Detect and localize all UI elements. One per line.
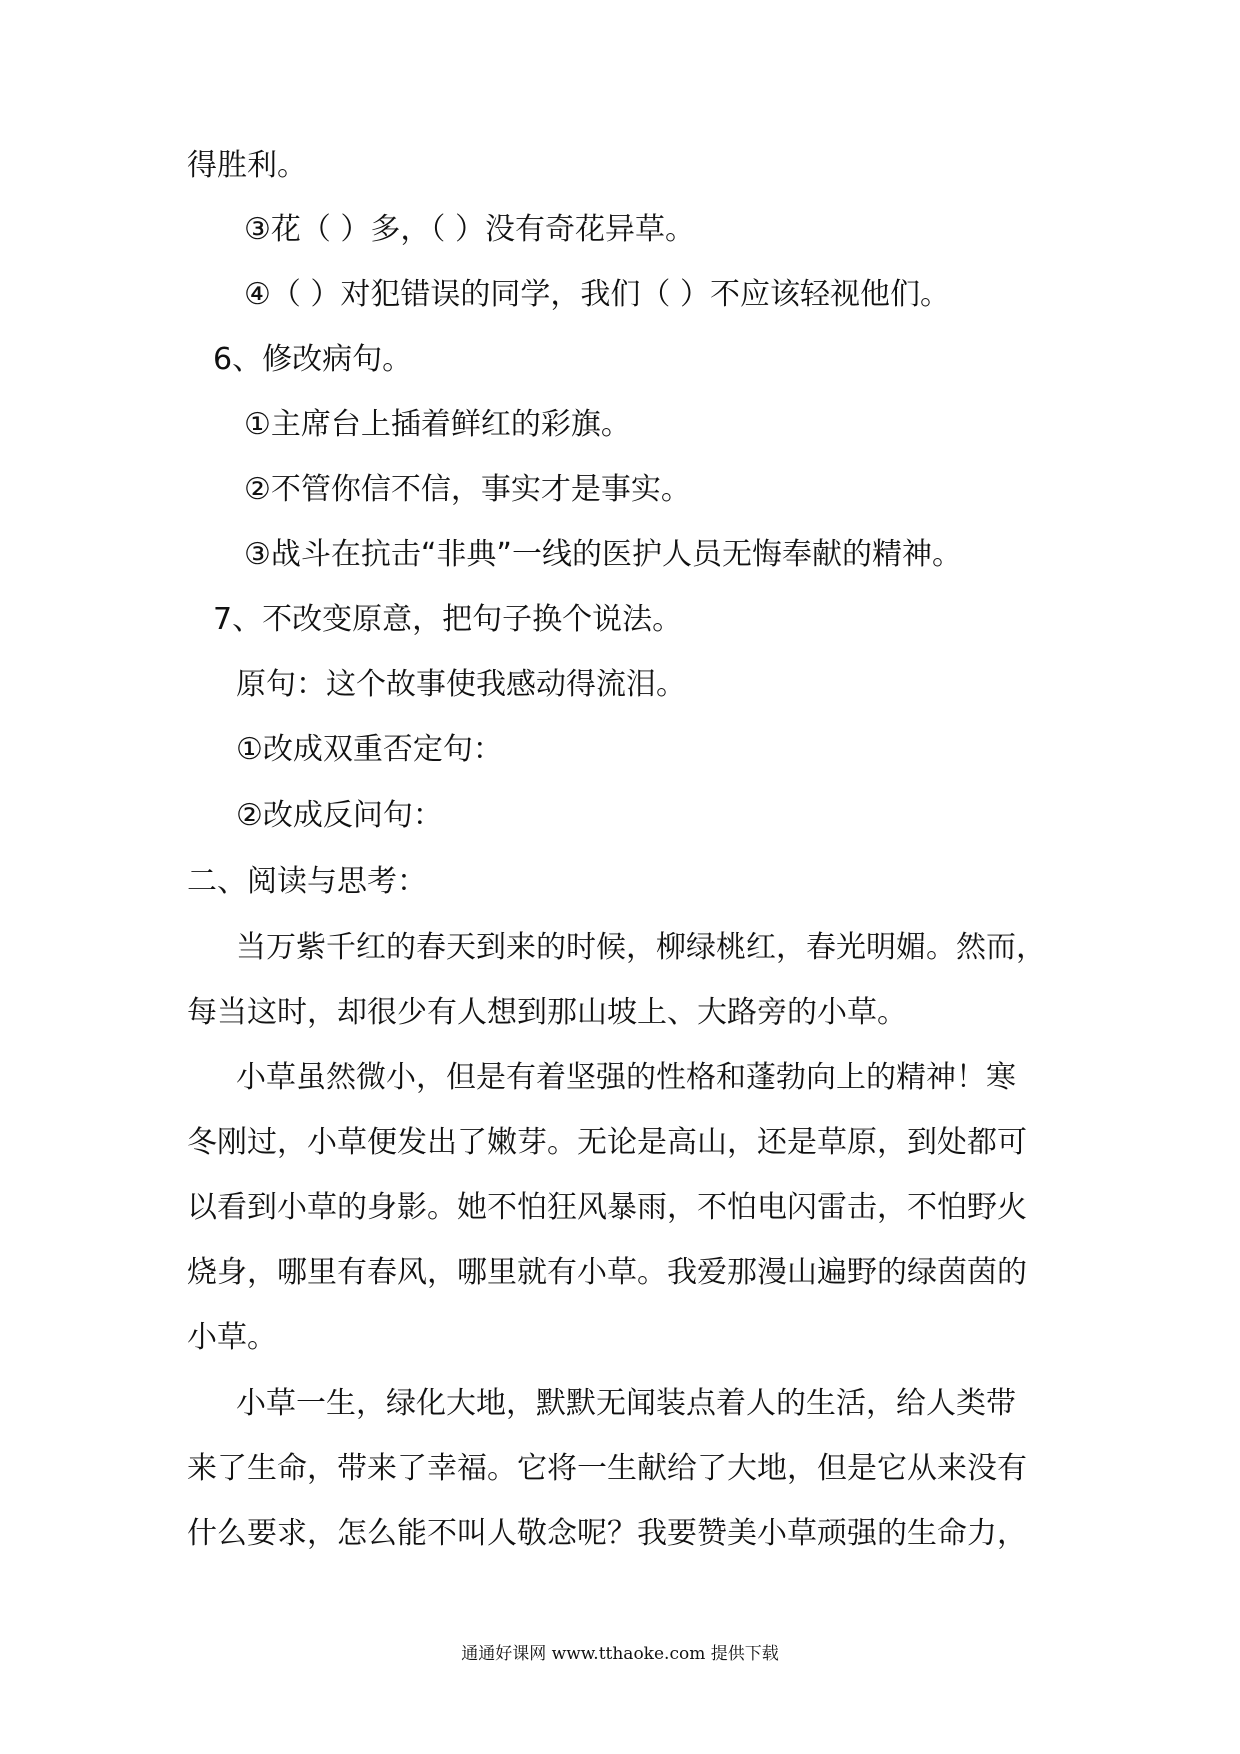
exercise6-item-1: ①主席台上插着鲜红的彩旗。 <box>244 407 631 442</box>
page-footer: 通通好课网 www.tthaoke.com 提供下载 <box>461 1644 779 1664</box>
exercise5-item-4: ④（ ）对犯错误的同学，我们（ ）不应该轻视他们。 <box>244 277 950 312</box>
exercise6-item-2: ②不管你信不信，事实才是事实。 <box>244 472 691 507</box>
continuation-text: 得胜利。 <box>187 148 307 183</box>
exercise7-item-1: ①改成双重否定句： <box>236 732 503 767</box>
paragraph2-line-1: 小草虽然微小，但是有着坚强的性格和蓬勃向上的精神！寒 <box>236 1060 1016 1095</box>
paragraph2-line-3: 以看到小草的身影。她不怕狂风暴雨，不怕电闪雷击，不怕野火 <box>187 1190 1027 1225</box>
exercise7-original: 原句：这个故事使我感动得流泪。 <box>236 667 686 702</box>
exercise7-heading: 7、不改变原意，把句子换个说法。 <box>213 602 683 637</box>
paragraph2-line-5: 小草。 <box>187 1320 277 1355</box>
paragraph3-line-3: 什么要求，怎么能不叫人敬念呢？我要赞美小草顽强的生命力， <box>187 1516 1027 1551</box>
exercise6-heading: 6、修改病句。 <box>213 342 413 377</box>
paragraph2-line-2: 冬刚过，小草便发出了嫩芽。无论是高山，还是草原，到处都可 <box>187 1125 1027 1160</box>
paragraph1-line-2: 每当这时，却很少有人想到那山坡上、大路旁的小草。 <box>187 995 907 1030</box>
exercise6-item-3: ③战斗在抗击“非典”一线的医护人员无悔奉献的精神。 <box>244 537 962 572</box>
exercise5-item-3: ③花（ ）多，（ ）没有奇花异草。 <box>244 212 695 247</box>
section2-heading: 二、阅读与思考： <box>187 864 427 899</box>
exercise7-item-2: ②改成反问句： <box>236 798 443 833</box>
paragraph1-line-1: 当万紫千红的春天到来的时候，柳绿桃红，春光明媚。然而， <box>236 930 1046 965</box>
paragraph3-line-2: 来了生命，带来了幸福。它将一生献给了大地，但是它从来没有 <box>187 1451 1027 1486</box>
paragraph3-line-1: 小草一生，绿化大地，默默无闻装点着人的生活，给人类带 <box>236 1386 1016 1421</box>
paragraph2-line-4: 烧身，哪里有春风，哪里就有小草。我爱那漫山遍野的绿茵茵的 <box>187 1255 1027 1290</box>
